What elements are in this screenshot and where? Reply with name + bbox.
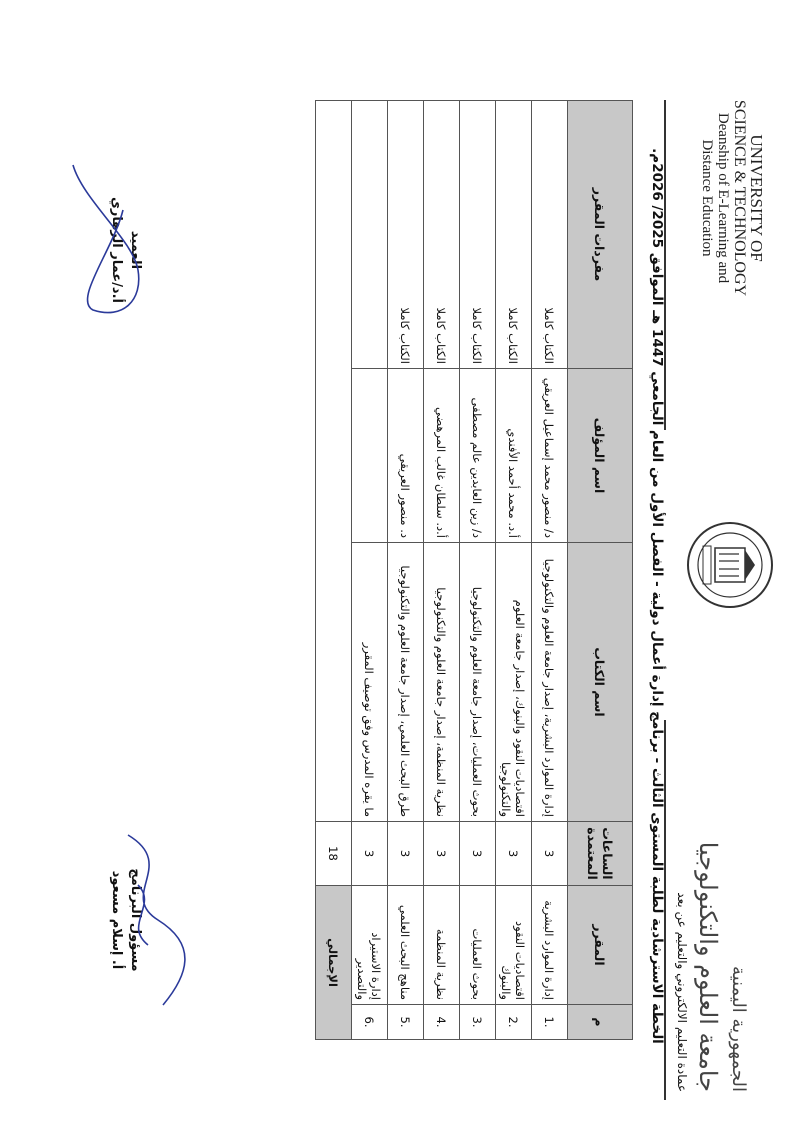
cell-hours: 3	[424, 822, 460, 886]
cell-course: بحوث العمليات	[460, 886, 496, 1005]
table-row	[424, 101, 460, 1040]
deanship-arabic: عمادة التعليم الالكتروني والتعليم عن بعد	[675, 892, 689, 1092]
total-label: الإجمالي	[316, 886, 352, 1040]
cell-hours: 3	[460, 822, 496, 886]
cell-vocab	[352, 101, 388, 369]
cell-vocab: الكتاب كاملا	[460, 101, 496, 369]
cell-hours: 3	[532, 822, 568, 886]
university-name-line1: UNIVERSITY OF	[747, 134, 766, 262]
header-book: اسم الكتاب	[568, 543, 633, 822]
dean-name: أ.د/عمار الرهاري	[109, 196, 124, 304]
dean-role: العميد	[128, 230, 143, 270]
cell-no: .4	[424, 1005, 460, 1040]
header-author: اسم المؤلف	[568, 369, 633, 543]
cell-no: .1	[532, 1005, 568, 1040]
cell-book: بحوث العمليات، إصدار جامعة العلوم والتكنولوجيا	[460, 543, 496, 822]
program-head-signature	[109, 820, 143, 1020]
cell-hours: 3	[388, 822, 424, 886]
cell-course: إدارة الاستيراد والتصدير	[352, 886, 388, 1005]
cell-hours: 3	[496, 822, 532, 886]
cell-no: .2	[496, 1005, 532, 1040]
program-head-name: أ. إسلام مسعود	[109, 870, 124, 970]
cell-vocab: الكتاب كاملا	[388, 101, 424, 369]
cell-no: .5	[388, 1005, 424, 1040]
header-course: المقرر	[568, 886, 633, 1005]
total-empty	[316, 101, 352, 822]
university-seal-icon	[685, 520, 775, 610]
university-letterhead-arabic	[675, 792, 753, 1092]
university-name-line2: SCIENCE & TECHNOLOGY	[731, 99, 748, 297]
dean-signature	[109, 150, 143, 350]
cell-book: إدارة الموارد البشرية، إصدار جامعة العلوم والتكنولوجيا	[532, 543, 568, 822]
cell-vocab: الكتاب كاملا	[532, 101, 568, 369]
cell-course: اقتصاديات النقود والبنوك	[496, 886, 532, 1005]
deanship-english-line1: Deanship of E-Learning and	[715, 112, 731, 284]
cell-author: د/ منصور محمد إسماعيل العريقي	[532, 369, 568, 543]
total-hours: 18	[316, 822, 352, 886]
program-head-signature-scribble-icon	[108, 825, 198, 1015]
table-row	[352, 101, 388, 1040]
cell-book: نظرية المنظمة، إصدار جامعة العلوم والتكنولوجيا	[424, 543, 460, 822]
header-no: م	[568, 1005, 633, 1040]
cell-author: د. منصور العريقي	[388, 369, 424, 543]
cell-book: اقتصاديات النقود والبنوك، إصدار جامعة العلوم والتكنولوجيا	[496, 543, 532, 822]
university-calligraphy: جامعة العلوم والتكنولوجيا	[694, 841, 722, 1092]
table-row	[496, 101, 532, 1040]
table-row	[532, 101, 568, 1040]
program-head-role: مسؤول البرنامج	[128, 868, 143, 972]
cell-no: .3	[460, 1005, 496, 1040]
university-letterhead-english	[699, 98, 765, 298]
deanship-english-line2: Distance Education	[699, 139, 715, 257]
page-title: الخطة الاسترشادية لطلبة المستوى الثالث - برنامج إدارة أعمال دولية - الفصل الأول من العام الجامعي 1447 هـ الموافق 2025/ 2026م.	[649, 148, 665, 1044]
table-total-row	[316, 101, 352, 1040]
study-plan-table	[315, 100, 633, 1040]
dean-signature-scribble-icon	[63, 150, 153, 340]
cell-hours: 3	[352, 822, 388, 886]
cell-book: طرق البحث العلمي، إصدار جامعة العلوم والتكنولوجيا	[388, 543, 424, 822]
republic-calligraphy: الجمهورية اليمنية	[728, 965, 749, 1092]
table-row	[388, 101, 424, 1040]
cell-book: ما يقره المدرس وفق توصيف المقرر	[352, 543, 388, 822]
table-header-row	[568, 101, 633, 1040]
cell-vocab: الكتاب كاملا	[496, 101, 532, 369]
cell-no: .6	[352, 1005, 388, 1040]
cell-author: أ.د. محمد أحمد الأفندي	[496, 369, 532, 543]
cell-course: مناهج البحث العلمي	[388, 886, 424, 1005]
cell-course: إدارة الموارد البشرية	[532, 886, 568, 1005]
header-hours: الساعات المعتمدة	[568, 822, 633, 886]
cell-course: نظرية المنظمة	[424, 886, 460, 1005]
cell-author	[352, 369, 388, 543]
table-row	[460, 101, 496, 1040]
cell-author: أ.د. سلطان غالب المرهضي	[424, 369, 460, 543]
cell-author: د/ زين العابدين عالم مصطفى	[460, 369, 496, 543]
cell-vocab: الكتاب كاملا	[424, 101, 460, 369]
header-vocab: مفردات المقرر	[568, 101, 633, 369]
